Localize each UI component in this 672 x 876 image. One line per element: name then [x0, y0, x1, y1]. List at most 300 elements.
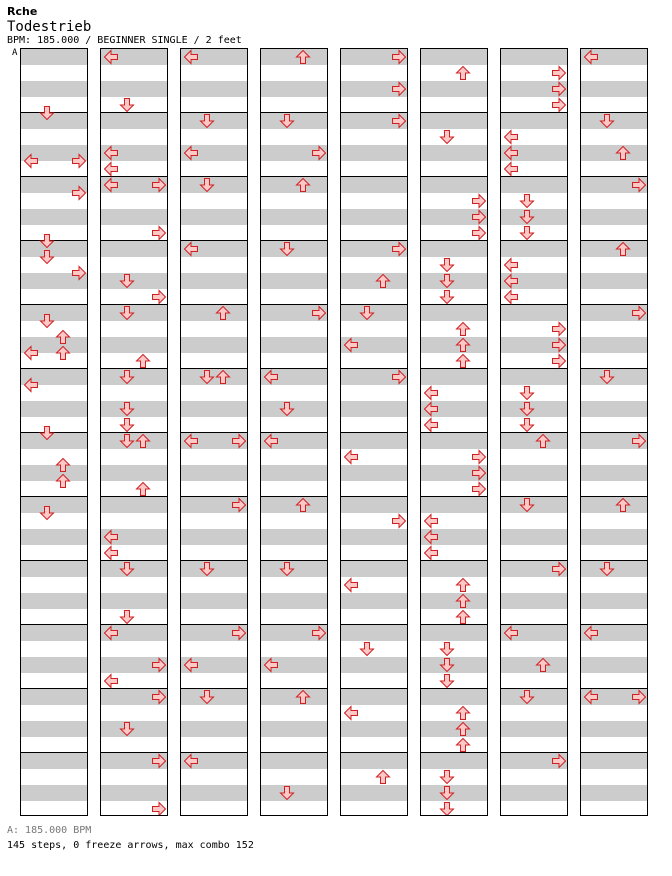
beat-stripe	[421, 81, 487, 97]
up-arrow-icon	[55, 457, 71, 473]
beat-stripe	[261, 753, 327, 769]
up-arrow-icon	[215, 369, 231, 385]
down-arrow-icon	[519, 497, 535, 513]
down-arrow-icon	[279, 113, 295, 129]
beat-stripe	[581, 337, 647, 353]
left-arrow-icon	[423, 385, 439, 401]
right-arrow-icon	[311, 305, 327, 321]
beat-stripe	[421, 305, 487, 321]
up-arrow-icon	[55, 345, 71, 361]
up-arrow-icon	[615, 241, 631, 257]
left-arrow-icon	[423, 529, 439, 545]
beat-stripe	[21, 593, 87, 609]
beat-stripe	[261, 689, 327, 705]
beat-stripe	[581, 753, 647, 769]
bpm-legend: A: 185.000 BPM	[7, 825, 92, 836]
beat-stripe	[101, 113, 167, 129]
down-arrow-icon	[119, 433, 135, 449]
beat-stripe	[341, 145, 407, 161]
beat-stripe	[101, 337, 167, 353]
down-arrow-icon	[519, 417, 535, 433]
down-arrow-icon	[519, 225, 535, 241]
beat-stripe	[581, 145, 647, 161]
beat-stripe	[501, 433, 567, 449]
measure-line	[341, 496, 407, 497]
beat-stripe	[21, 785, 87, 801]
right-arrow-icon	[471, 465, 487, 481]
measure-line	[421, 176, 487, 177]
left-arrow-icon	[183, 433, 199, 449]
beat-stripe	[261, 209, 327, 225]
right-arrow-icon	[471, 481, 487, 497]
up-arrow-icon	[55, 329, 71, 345]
chart-column	[340, 48, 408, 816]
down-arrow-icon	[519, 209, 535, 225]
beat-stripe	[21, 657, 87, 673]
beat-stripe	[21, 721, 87, 737]
beat-stripe	[181, 721, 247, 737]
right-arrow-icon	[151, 177, 167, 193]
left-arrow-icon	[423, 545, 439, 561]
left-arrow-icon	[503, 257, 519, 273]
beat-stripe	[501, 369, 567, 385]
beat-stripe	[341, 689, 407, 705]
beat-stripe	[21, 753, 87, 769]
measure-line	[341, 176, 407, 177]
right-arrow-icon	[471, 209, 487, 225]
down-arrow-icon	[439, 289, 455, 305]
right-arrow-icon	[551, 81, 567, 97]
beat-stripe	[341, 433, 407, 449]
down-arrow-icon	[39, 233, 55, 249]
measure-line	[21, 304, 87, 305]
right-arrow-icon	[471, 449, 487, 465]
beat-stripe	[261, 593, 327, 609]
left-arrow-icon	[503, 145, 519, 161]
measure-line	[341, 432, 407, 433]
down-arrow-icon	[519, 401, 535, 417]
beat-stripe	[581, 785, 647, 801]
left-arrow-icon	[503, 273, 519, 289]
measure-line	[261, 752, 327, 753]
beat-stripe	[581, 273, 647, 289]
right-arrow-icon	[631, 305, 647, 321]
beat-stripe	[581, 721, 647, 737]
down-arrow-icon	[119, 369, 135, 385]
left-arrow-icon	[583, 625, 599, 641]
down-arrow-icon	[119, 97, 135, 113]
up-arrow-icon	[295, 689, 311, 705]
down-arrow-icon	[199, 113, 215, 129]
beat-stripe	[341, 721, 407, 737]
left-arrow-icon	[103, 673, 119, 689]
down-arrow-icon	[279, 785, 295, 801]
measure-line	[341, 624, 407, 625]
step-stats: 145 steps, 0 freeze arrows, max combo 152	[7, 840, 254, 851]
right-arrow-icon	[551, 337, 567, 353]
left-arrow-icon	[23, 153, 39, 169]
beat-stripe	[181, 305, 247, 321]
beat-stripe	[101, 593, 167, 609]
beat-stripe	[501, 305, 567, 321]
up-arrow-icon	[455, 705, 471, 721]
beat-stripe	[21, 529, 87, 545]
measure-line	[21, 688, 87, 689]
beat-stripe	[421, 337, 487, 353]
down-arrow-icon	[439, 129, 455, 145]
beat-stripe	[101, 209, 167, 225]
down-arrow-icon	[119, 561, 135, 577]
chart-column	[260, 48, 328, 816]
right-arrow-icon	[551, 753, 567, 769]
beat-stripe	[101, 241, 167, 257]
beat-stripe	[501, 657, 567, 673]
beat-stripe	[181, 337, 247, 353]
down-arrow-icon	[279, 561, 295, 577]
beat-stripe	[581, 593, 647, 609]
beat-stripe	[261, 337, 327, 353]
down-arrow-icon	[439, 273, 455, 289]
left-arrow-icon	[183, 657, 199, 673]
beat-stripe	[181, 273, 247, 289]
down-arrow-icon	[39, 105, 55, 121]
down-arrow-icon	[599, 113, 615, 129]
beat-stripe	[421, 625, 487, 641]
beat-stripe	[421, 113, 487, 129]
right-arrow-icon	[151, 657, 167, 673]
right-arrow-icon	[631, 433, 647, 449]
left-arrow-icon	[343, 705, 359, 721]
beat-stripe	[581, 497, 647, 513]
measure-line	[21, 624, 87, 625]
beat-stripe	[341, 753, 407, 769]
left-arrow-icon	[423, 513, 439, 529]
left-arrow-icon	[503, 129, 519, 145]
beat-stripe	[341, 657, 407, 673]
up-arrow-icon	[455, 593, 471, 609]
up-arrow-icon	[455, 353, 471, 369]
measure-line	[341, 688, 407, 689]
beat-stripe	[341, 497, 407, 513]
right-arrow-icon	[391, 241, 407, 257]
beat-stripe	[181, 465, 247, 481]
up-arrow-icon	[215, 305, 231, 321]
up-arrow-icon	[455, 577, 471, 593]
left-arrow-icon	[343, 577, 359, 593]
up-arrow-icon	[295, 177, 311, 193]
up-arrow-icon	[375, 769, 391, 785]
beat-stripe	[341, 209, 407, 225]
down-arrow-icon	[119, 609, 135, 625]
up-arrow-icon	[455, 721, 471, 737]
down-arrow-icon	[439, 785, 455, 801]
beat-stripe	[181, 785, 247, 801]
beat-stripe	[261, 721, 327, 737]
down-arrow-icon	[199, 561, 215, 577]
beat-stripe	[581, 81, 647, 97]
beat-stripe	[341, 561, 407, 577]
beat-stripe	[181, 593, 247, 609]
measure-line	[421, 368, 487, 369]
up-arrow-icon	[535, 433, 551, 449]
beat-stripe	[181, 209, 247, 225]
bpm-marker: A	[12, 48, 18, 58]
beat-stripe	[21, 209, 87, 225]
down-arrow-icon	[199, 177, 215, 193]
down-arrow-icon	[519, 193, 535, 209]
beat-stripe	[341, 465, 407, 481]
down-arrow-icon	[439, 641, 455, 657]
beat-stripe	[501, 593, 567, 609]
beat-stripe	[101, 785, 167, 801]
down-arrow-icon	[279, 241, 295, 257]
beat-stripe	[341, 785, 407, 801]
right-arrow-icon	[231, 625, 247, 641]
measure-line	[421, 112, 487, 113]
measure-line	[581, 240, 647, 241]
down-arrow-icon	[439, 257, 455, 273]
beat-stripe	[341, 529, 407, 545]
beat-stripe	[21, 625, 87, 641]
left-arrow-icon	[183, 145, 199, 161]
down-arrow-icon	[599, 561, 615, 577]
chart-column	[100, 48, 168, 816]
beat-stripe	[421, 689, 487, 705]
beat-stripe	[261, 177, 327, 193]
down-arrow-icon	[199, 369, 215, 385]
left-arrow-icon	[103, 161, 119, 177]
beat-stripe	[421, 433, 487, 449]
down-arrow-icon	[519, 689, 535, 705]
measure-line	[421, 624, 487, 625]
beat-stripe	[421, 177, 487, 193]
right-arrow-icon	[71, 185, 87, 201]
beat-stripe	[261, 529, 327, 545]
beat-stripe	[501, 113, 567, 129]
up-arrow-icon	[295, 49, 311, 65]
artist-name: Rche	[7, 5, 38, 18]
right-arrow-icon	[311, 145, 327, 161]
up-arrow-icon	[455, 321, 471, 337]
measure-line	[581, 752, 647, 753]
beat-stripe	[341, 401, 407, 417]
right-arrow-icon	[551, 353, 567, 369]
beat-stripe	[501, 529, 567, 545]
beat-stripe	[341, 177, 407, 193]
measure-line	[21, 496, 87, 497]
left-arrow-icon	[183, 49, 199, 65]
up-arrow-icon	[615, 497, 631, 513]
down-arrow-icon	[439, 769, 455, 785]
left-arrow-icon	[103, 529, 119, 545]
beat-stripe	[21, 689, 87, 705]
right-arrow-icon	[551, 321, 567, 337]
left-arrow-icon	[103, 177, 119, 193]
right-arrow-icon	[151, 289, 167, 305]
chart-column	[500, 48, 568, 816]
measure-line	[341, 560, 407, 561]
right-arrow-icon	[551, 97, 567, 113]
beat-stripe	[581, 241, 647, 257]
down-arrow-icon	[119, 273, 135, 289]
beat-stripe	[421, 145, 487, 161]
beat-stripe	[101, 465, 167, 481]
up-arrow-icon	[455, 65, 471, 81]
right-arrow-icon	[631, 689, 647, 705]
right-arrow-icon	[551, 65, 567, 81]
measure-line	[581, 496, 647, 497]
measure-line	[261, 496, 327, 497]
measure-line	[21, 752, 87, 753]
right-arrow-icon	[391, 369, 407, 385]
beat-stripe	[21, 81, 87, 97]
beat-stripe	[261, 465, 327, 481]
right-arrow-icon	[391, 113, 407, 129]
measure-line	[21, 176, 87, 177]
beat-stripe	[261, 497, 327, 513]
chart-column	[20, 48, 88, 816]
left-arrow-icon	[103, 545, 119, 561]
beat-stripe	[501, 241, 567, 257]
left-arrow-icon	[503, 625, 519, 641]
beat-stripe	[501, 721, 567, 737]
beat-stripe	[501, 785, 567, 801]
measure-line	[181, 304, 247, 305]
beat-stripe	[261, 49, 327, 65]
down-arrow-icon	[439, 673, 455, 689]
down-arrow-icon	[439, 801, 455, 816]
up-arrow-icon	[135, 481, 151, 497]
right-arrow-icon	[151, 225, 167, 241]
left-arrow-icon	[103, 625, 119, 641]
beat-stripe	[501, 49, 567, 65]
up-arrow-icon	[135, 433, 151, 449]
beat-stripe	[581, 529, 647, 545]
left-arrow-icon	[23, 345, 39, 361]
left-arrow-icon	[263, 433, 279, 449]
right-arrow-icon	[151, 689, 167, 705]
beat-stripe	[261, 273, 327, 289]
up-arrow-icon	[55, 473, 71, 489]
left-arrow-icon	[343, 337, 359, 353]
down-arrow-icon	[359, 641, 375, 657]
down-arrow-icon	[439, 657, 455, 673]
beat-stripe	[21, 49, 87, 65]
beat-stripe	[341, 593, 407, 609]
measure-line	[21, 560, 87, 561]
down-arrow-icon	[119, 401, 135, 417]
beat-stripe	[101, 81, 167, 97]
down-arrow-icon	[39, 313, 55, 329]
down-arrow-icon	[359, 305, 375, 321]
left-arrow-icon	[343, 449, 359, 465]
beat-stripe	[421, 497, 487, 513]
left-arrow-icon	[503, 289, 519, 305]
beat-stripe	[421, 753, 487, 769]
song-title: Todestrieb	[7, 19, 92, 35]
beat-stripe	[181, 529, 247, 545]
right-arrow-icon	[471, 225, 487, 241]
beat-stripe	[101, 497, 167, 513]
beat-stripe	[421, 241, 487, 257]
beat-stripe	[421, 593, 487, 609]
beat-stripe	[341, 625, 407, 641]
left-arrow-icon	[103, 145, 119, 161]
right-arrow-icon	[391, 81, 407, 97]
left-arrow-icon	[423, 401, 439, 417]
up-arrow-icon	[295, 497, 311, 513]
up-arrow-icon	[135, 353, 151, 369]
beat-stripe	[581, 209, 647, 225]
chart-meta: BPM: 185.000 / BEGINNER SINGLE / 2 feet	[7, 35, 242, 46]
left-arrow-icon	[503, 161, 519, 177]
right-arrow-icon	[151, 801, 167, 816]
down-arrow-icon	[599, 369, 615, 385]
down-arrow-icon	[119, 721, 135, 737]
down-arrow-icon	[39, 505, 55, 521]
beat-stripe	[421, 369, 487, 385]
right-arrow-icon	[71, 153, 87, 169]
down-arrow-icon	[199, 689, 215, 705]
chart-column	[580, 48, 648, 816]
left-arrow-icon	[23, 377, 39, 393]
left-arrow-icon	[263, 369, 279, 385]
right-arrow-icon	[551, 561, 567, 577]
measure-line	[21, 368, 87, 369]
measure-line	[261, 176, 327, 177]
measure-line	[341, 752, 407, 753]
right-arrow-icon	[231, 497, 247, 513]
up-arrow-icon	[455, 609, 471, 625]
down-arrow-icon	[279, 401, 295, 417]
measure-line	[101, 496, 167, 497]
right-arrow-icon	[311, 625, 327, 641]
left-arrow-icon	[183, 753, 199, 769]
beat-stripe	[261, 81, 327, 97]
beat-stripe	[21, 401, 87, 417]
beat-stripe	[21, 465, 87, 481]
beat-stripe	[501, 465, 567, 481]
right-arrow-icon	[151, 753, 167, 769]
beat-stripe	[341, 273, 407, 289]
measure-line	[421, 752, 487, 753]
up-arrow-icon	[375, 273, 391, 289]
beat-stripe	[21, 561, 87, 577]
left-arrow-icon	[103, 49, 119, 65]
right-arrow-icon	[631, 177, 647, 193]
beat-stripe	[421, 561, 487, 577]
beat-stripe	[581, 657, 647, 673]
right-arrow-icon	[471, 193, 487, 209]
measure-line	[261, 688, 327, 689]
left-arrow-icon	[583, 689, 599, 705]
left-arrow-icon	[423, 417, 439, 433]
down-arrow-icon	[119, 417, 135, 433]
down-arrow-icon	[39, 249, 55, 265]
down-arrow-icon	[119, 305, 135, 321]
beat-stripe	[181, 81, 247, 97]
beat-stripe	[181, 401, 247, 417]
up-arrow-icon	[455, 737, 471, 753]
beat-stripe	[501, 177, 567, 193]
up-arrow-icon	[535, 657, 551, 673]
right-arrow-icon	[391, 49, 407, 65]
beat-stripe	[581, 465, 647, 481]
chart-column	[420, 48, 488, 816]
chart-column	[180, 48, 248, 816]
up-arrow-icon	[455, 337, 471, 353]
down-arrow-icon	[39, 425, 55, 441]
